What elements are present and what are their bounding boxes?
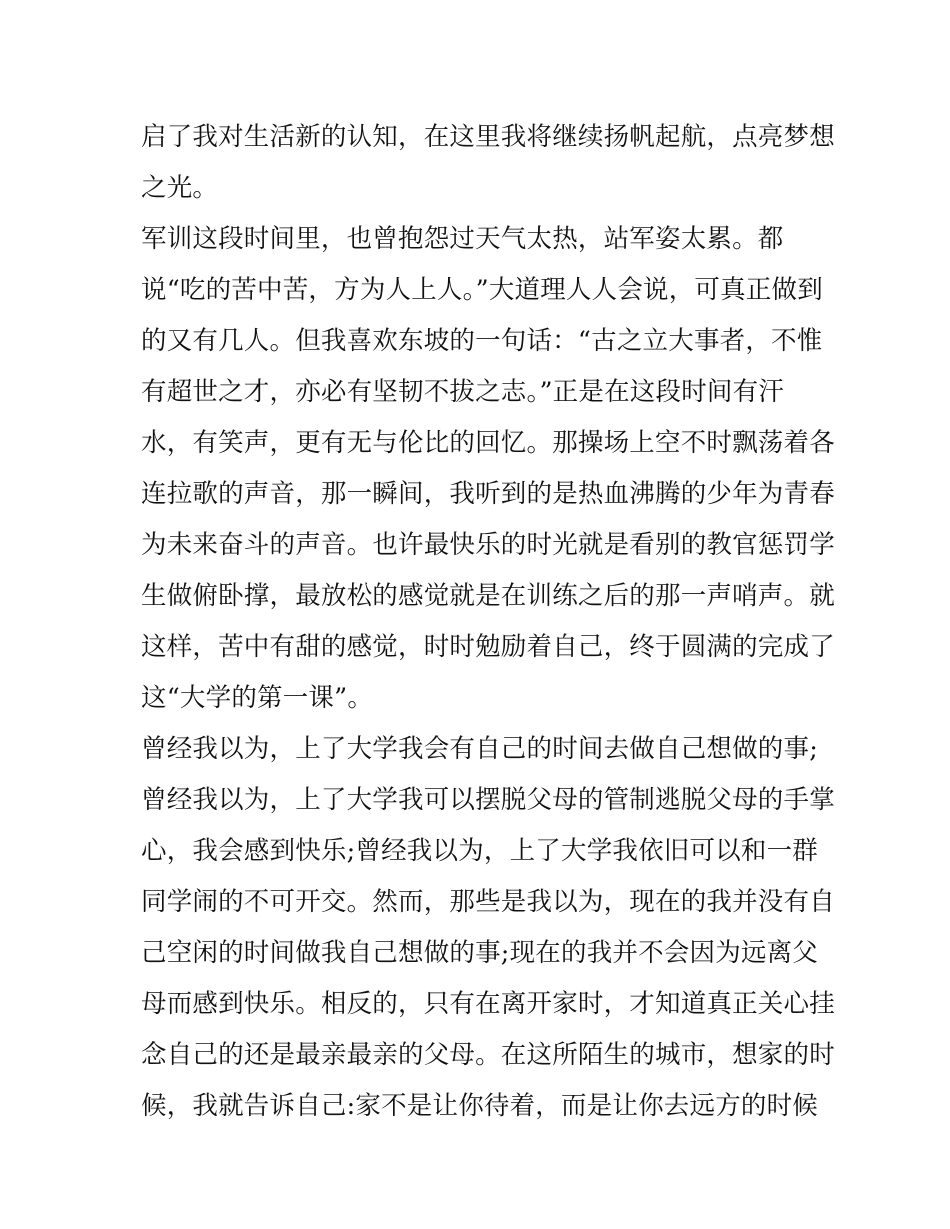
text-line: 己空闲的时间做我自己想做的事;现在的我并不会因为远离父 — [141, 938, 818, 968]
text-line: 之光。 — [141, 173, 219, 203]
text-line: 军训这段时间里，也曾抱怨过天气太热，站军姿太累。都 — [141, 224, 784, 254]
text-line: 这样，苦中有甜的感觉，时时勉励着自己，终于圆满的完成了 — [141, 632, 835, 662]
text-line: 为未来奋斗的声音。也许最快乐的时光就是看别的教官惩罚学 — [141, 530, 835, 560]
text-line: 曾经我以为，上了大学我可以摆脱父母的管制逃脱父母的手掌 — [141, 785, 835, 815]
text-line: 念自己的还是最亲最亲的父母。在这所陌生的城市，想家的时 — [141, 1040, 835, 1070]
text-line: 有超世之才，亦必有坚韧不拔之志。”正是在这段时间有汗 — [141, 377, 784, 407]
text-line: 启了我对生活新的认知，在这里我将继续扬帆起航，点亮梦想 — [141, 122, 835, 152]
text-line: 生做俯卧撑，最放松的感觉就是在训练之后的那一声哨声。就 — [141, 581, 835, 611]
text-line: 母而感到快乐。相反的，只有在离开家时，才知道真正关心挂 — [141, 989, 835, 1019]
text-line: 的又有几人。但我喜欢东坡的一句话：“古之立大事者，不惟 — [141, 326, 823, 356]
text-line: 连拉歌的声音，那一瞬间，我听到的是热血沸腾的少年为青春 — [141, 479, 835, 509]
document-body-text — [141, 112, 835, 1132]
text-line: 说“吃的苦中苦，方为人上人。”大道理人人会说，可真正做到 — [141, 275, 823, 305]
text-line: 曾经我以为，上了大学我会有自己的时间去做自己想做的事; — [141, 734, 818, 764]
text-line: 心，我会感到快乐;曾经我以为，上了大学我依旧可以和一群 — [141, 836, 818, 866]
text-line: 同学闹的不可开交。然而，那些是我以为，现在的我并没有自 — [141, 887, 835, 917]
text-line: 这“大学的第一课”。 — [141, 683, 374, 713]
text-line: 候，我就告诉自己:家不是让你待着，而是让你去远方的时候 — [141, 1091, 818, 1121]
text-line: 水，有笑声，更有无与伦比的回忆。那操场上空不时飘荡着各 — [141, 428, 835, 458]
